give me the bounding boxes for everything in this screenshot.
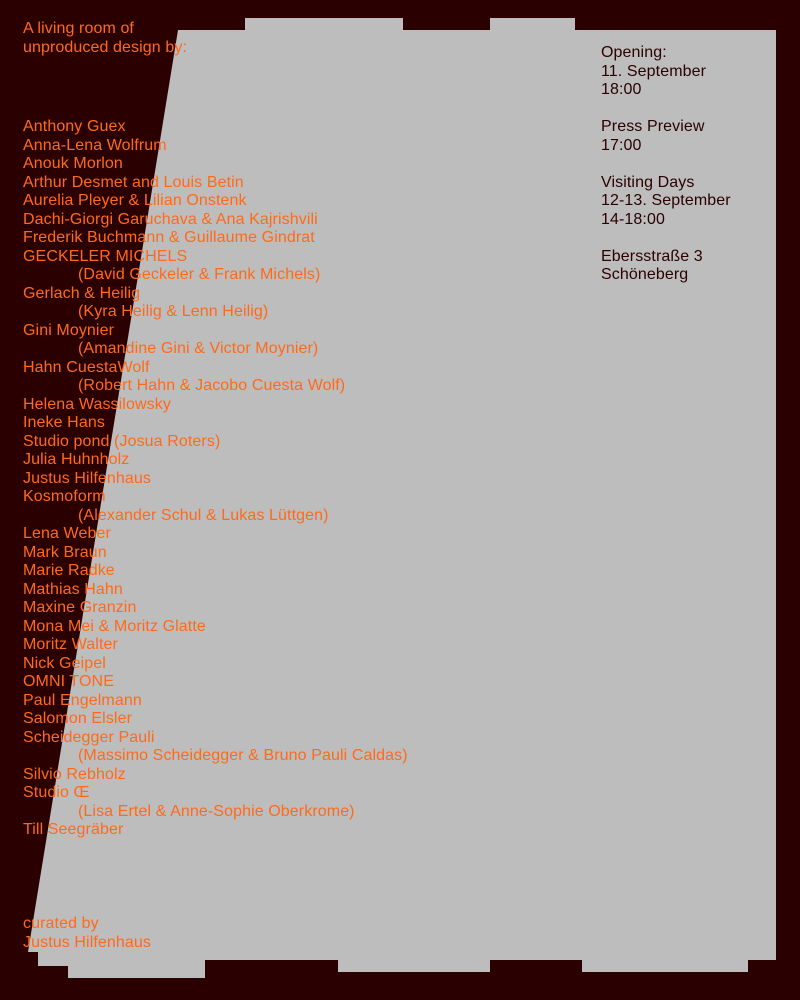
designer-name: Julia Huhnholz [23, 451, 130, 468]
designer-name: Dachi-Giorgi Garuchava & Ana Kajrishvili [23, 210, 318, 228]
designer-name: Studio pond (Josua Roters) [23, 432, 221, 450]
designer-name: Mark Braun [23, 543, 107, 561]
designer-name: Paul Engelmann [23, 691, 142, 709]
opening-label: Opening: [601, 44, 667, 61]
curated-label: curated by [23, 915, 99, 932]
designer-name: Mathias Hahn [23, 580, 123, 598]
intro-line: A living room of [23, 20, 134, 37]
designer-name: Justus Hilfenhaus [23, 469, 151, 487]
designer-name: Arthur Desmet and Louis Betin [23, 173, 244, 191]
intro-line: unproduced design by: [23, 38, 187, 56]
designer-name: Kosmoform [23, 488, 106, 505]
visiting-dates: 12-13. September [601, 192, 731, 209]
designer-name: Moritz Walter [23, 636, 118, 653]
designer-name: Scheidegger Pauli [23, 728, 155, 746]
curated-by [23, 915, 151, 952]
designer-name: Anouk Morlon [23, 155, 123, 172]
address-district: Schöneberg [601, 266, 689, 283]
designer-name: Salomon Elsler [23, 710, 133, 727]
designer-name: Hahn CuestaWolf [23, 358, 150, 376]
designer-name: OMNI TONE [23, 673, 114, 690]
designer-members: (Robert Hahn & Jacobo Cuesta Wolf) [78, 377, 346, 394]
designer-members: (Alexander Schul & Lukas Lüttgen) [78, 506, 329, 524]
designer-name: Anthony Guex [23, 118, 126, 135]
designer-name: Mona Mei & Moritz Glatte [23, 617, 206, 635]
opening-date: 11. September [601, 62, 707, 80]
designer-members: (Amandine Gini & Victor Moynier) [78, 340, 319, 357]
designer-name: Studio Œ [23, 784, 90, 801]
designer-name: Till Seegräber [23, 821, 124, 838]
opening-time: 18:00 [601, 81, 642, 98]
designer-name: Nick Geipel [23, 654, 106, 672]
visiting-label: Visiting Days [601, 173, 695, 191]
preview-time: 17:00 [601, 136, 642, 154]
visiting-time: 14-18:00 [601, 210, 665, 228]
designer-name: Gerlach & Heilig [23, 284, 141, 302]
designer-members: (Massimo Scheidegger & Bruno Pauli Caldas) [78, 747, 408, 764]
designer-name: Silvio Rebholz [23, 765, 126, 783]
designer-name: Ineke Hans [23, 414, 105, 431]
designer-list [23, 118, 408, 840]
designer-members: (Kyra Heilig & Lenn Heilig) [78, 303, 269, 320]
designer-members: (Lisa Ertel & Anne-Sophie Oberkrome) [78, 802, 355, 820]
preview-label: Press Preview [601, 118, 705, 135]
designer-name: Aurelia Pleyer & Lilian Onstenk [23, 192, 247, 209]
designer-name: Lena Weber [23, 525, 111, 542]
designer-name: Marie Radke [23, 562, 115, 579]
designer-name: Frederik Buchmann & Guillaume Gindrat [23, 229, 315, 246]
event-info [601, 44, 731, 285]
curator-name: Justus Hilfenhaus [23, 933, 151, 951]
designer-members: (David Geckeler & Frank Michels) [78, 266, 321, 283]
designer-name: GECKELER MICHELS [23, 247, 188, 265]
designer-name: Maxine Granzin [23, 599, 137, 616]
designer-name: Helena Wassilowsky [23, 395, 171, 413]
designer-name: Anna-Lena Wolfrum [23, 136, 167, 154]
intro-text [23, 20, 187, 57]
designer-name: Gini Moynier [23, 321, 115, 339]
address-street: Ebersstraße 3 [601, 247, 703, 265]
